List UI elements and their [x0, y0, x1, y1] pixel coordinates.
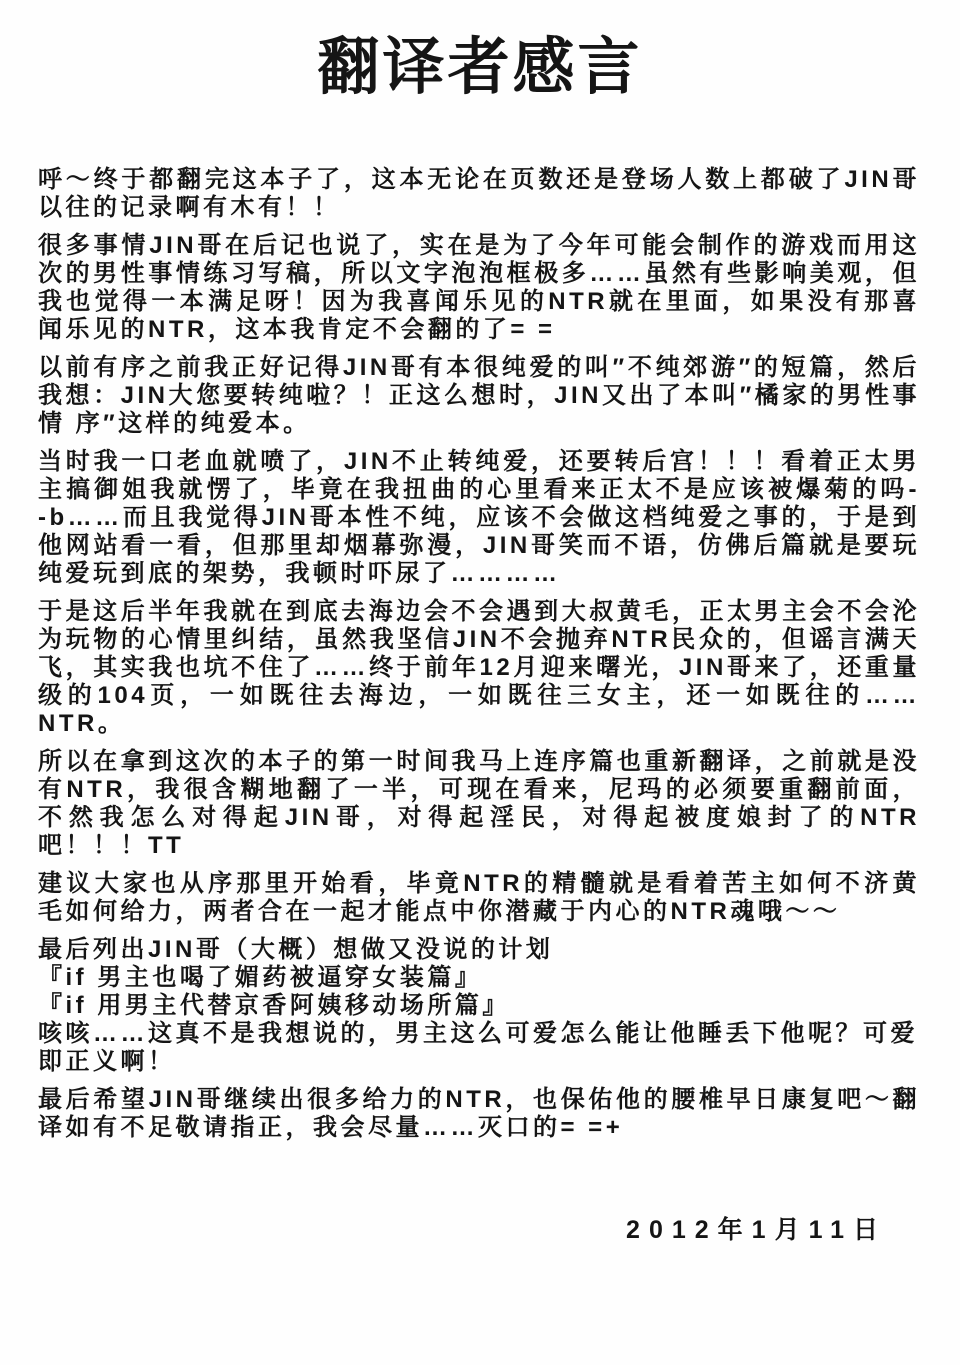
closing-paragraph: 最后希望JIN哥继续出很多给力的NTR，也保佑他的腰椎早日康复吧～翻译如有不足敬请指正，我会尽量……灭口的= =+: [38, 1086, 920, 1141]
paragraph-4: 当时我一口老血就喷了，JIN不止转纯爱，还要转后宫！！！看着正太男主搞御姐我就愣了，毕竟在我扭曲的心里看来正太不是应该被爆菊的吗- -b……而且我觉得JIN哥本性不纯，应该不会做这档纯爱之事的，于是到他网站看一看，但那里却烟幕弥漫，JIN哥笑而不语，仿佛后篇就是要玩纯爱玩到底的架势，我顿时吓尿了…………: [38, 448, 920, 587]
page-title: 翻译者感言: [317, 33, 643, 102]
paragraph-2: 很多事情JIN哥在后记也说了，实在是为了今年可能会制作的游戏而用这次的男性事情练习写稿，所以文字泡泡框极多……虽然有些影响美观，但我也觉得一本满足呀！因为我喜闻乐见的NTR就在里面，如果没有那喜闻乐见的NTR，这本我肯定不会翻的了= =: [38, 232, 920, 343]
paragraph-3: 以前有序之前我正好记得JIN哥有本很纯爱的叫″不纯郊游″的短篇，然后我想：JIN大您要转纯啦？！正这么想时，JIN又出了本叫″橘家的男性事情 序″这样的纯爱本。: [38, 354, 920, 437]
date-line: 2012年1月11日: [626, 1216, 887, 1244]
plan-item: 『if 用男主代替京香阿姨移动场所篇』: [38, 992, 510, 1019]
paragraph-7: 建议大家也从序那里开始看，毕竟NTR的精髓就是看着苦主如何不济黄毛如何给力，两者合在一起才能点中你潜藏于内心的NTR魂哦～～: [38, 870, 920, 925]
plan-block: [38, 936, 920, 1076]
plan-item: 『if 男主也喝了媚药被逼穿女装篇』: [38, 964, 483, 991]
document-body: [38, 166, 920, 1142]
paragraph-5: 于是这后半年我就在到底去海边会不会遇到大叔黄毛，正太男主会不会沦为玩物的心情里纠结，虽然我坚信JIN不会抛弃NTR民众的，但谣言满天飞，其实我也坑不住了……终于前年12月迎来曙光，JIN哥来了，还重量级的104页，一如既往去海边，一如既往三女主，还一如既往的……NTR。: [38, 598, 920, 737]
paragraph-6: 所以在拿到这次的本子的第一时间我马上连序篇也重新翻译，之前就是没有NTR，我很含糊地翻了一半，可现在看来，尼玛的必须要重翻前面，不然我怎么对得起JIN哥，对得起淫民，对得起被度娘封了的NTR吧！！！TT: [38, 748, 920, 859]
plan-outro: 咳咳……这真不是我想说的，男主这么可爱怎么能让他睡丢下他呢？可爱即正义啊！: [38, 1020, 918, 1075]
plan-intro: 最后列出JIN哥（大概）想做又没说的计划: [38, 936, 554, 963]
paragraph-1: 呼～终于都翻完这本子了，这本无论在页数还是登场人数上都破了JIN哥以往的记录啊有木有！！: [38, 166, 920, 221]
